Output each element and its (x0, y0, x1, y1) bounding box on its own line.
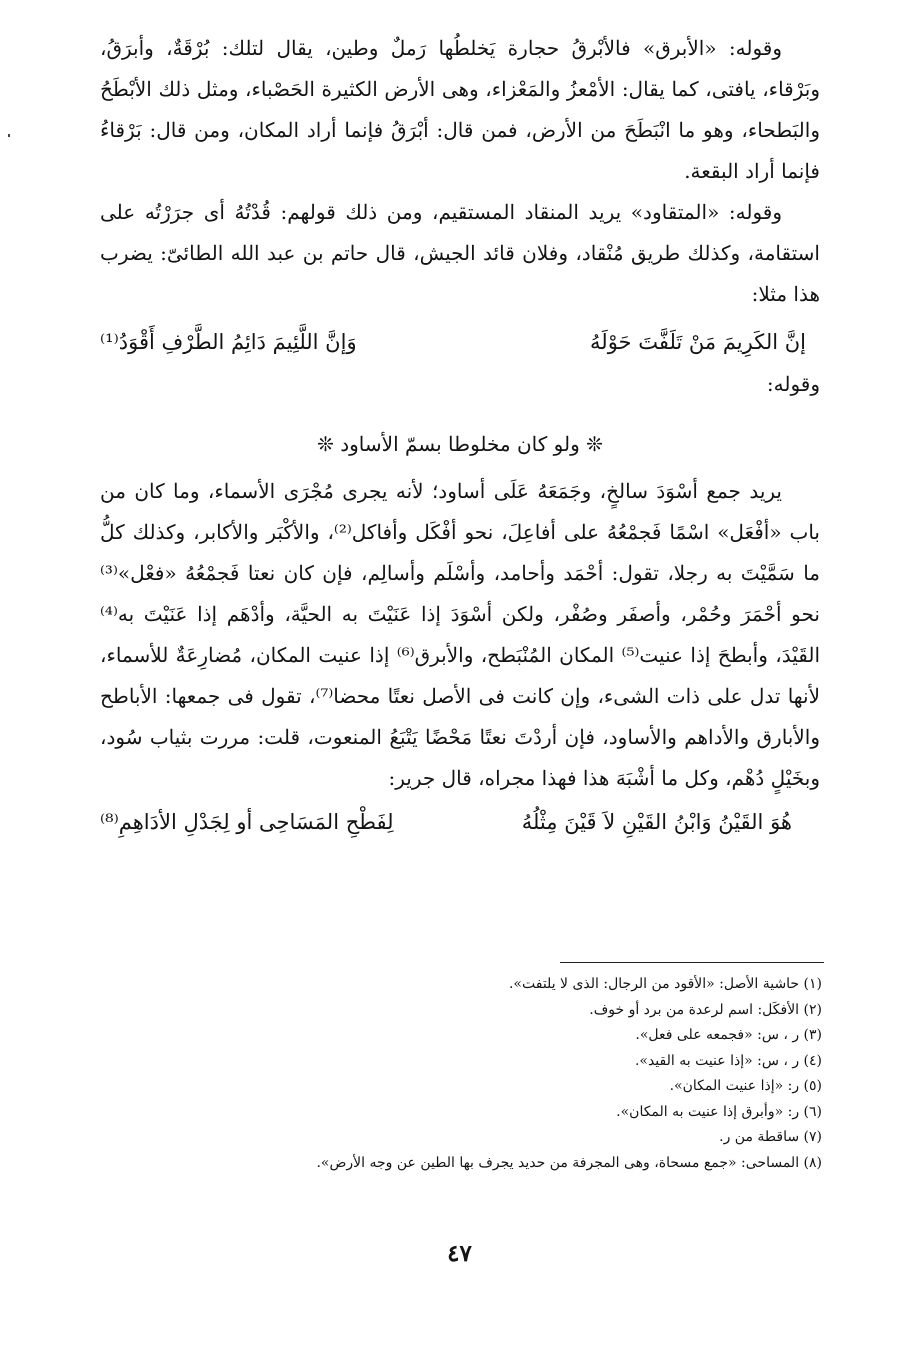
footnote: (٧) ساقطة من ر. (719, 1129, 822, 1145)
verse-second-hemistich: لِفَطْحِ المَسَاحِى أو لِجَدْلِ الأدَاهِمِ⁽⁸⁾ (100, 810, 394, 834)
verse-first-hemistich: إنَّ الكَرِيمَ مَنْ تَلَفَّتَ حَوْلَهُ (590, 330, 806, 354)
footnotes (100, 972, 822, 1176)
verse-second-hemistich: وَإنَّ اللَّئِيمَ دَائِمُ الطَّرْفِ أَقْوَدُ⁽¹⁾ (100, 330, 357, 354)
page-number: ٤٧ (447, 1240, 472, 1267)
main-text-block (100, 28, 820, 845)
footnote: (٨) المساحى: «جمع مسحاة، وهى المجرفة من حديد يجرف بها الطين عن وجه الأرض». (316, 1154, 822, 1171)
verse-jarir (100, 799, 820, 845)
paragraph-abraq: وقوله: «الأبرق» فالأبْرقُ حجارة يَخلطُها رَملٌ وطين، يقال لتلك: بُرْقَةٌ، وأبرَقُ، وبَرْقاء، يافتى، كما يقال: الأمْعزُ والمَعْزاء، وهى الأرض الكثيرة الحَصْباء، ومثل ذلك الأبْطَحُ والبَطحاء، وهو ما انْبَطَحَ من الأرض، فمن قال: أبْرَقُ فإنما أراد المكان، ومن قال: بَرْقاءُ فإنما أراد البقعة. (100, 36, 820, 183)
footnote: (٤) ر ، س: «إذا عنيت به القيد». (634, 1052, 822, 1069)
verse-hatim (100, 319, 820, 365)
footnote-divider (560, 962, 824, 963)
footnote: (٥) ر: «إذا عنيت المكان». (669, 1078, 822, 1094)
footnote: (٢) الأفكَل: اسم لرعدة من برد أو خوف. (589, 1001, 822, 1018)
half-verse-centered: ❊ ولو كان مخلوطا بسمّ الأساود ❊ (317, 432, 603, 456)
paragraph-aswad: يريد جمع أسْوَدَ سالخٍ، وجَمَعَهُ عَلَى أساود؛ لأنه يجرى مُجْرَى الأسماء، وما كان من باب «أفْعَل» اسْمًا فَجمْعُهُ على أفاعِلَ، نحو أفْكَل وأفاكل⁽²⁾، والأكْبَر والأكابر، وكذلك كلُّ ما سَمَّيْتَ به رجلا، تقول: أحْمَد وأحامد، وأسْلَم وأسالِم، فإن كان نعتا فَجمْعُهُ «فعْل»⁽³⁾ نحو أحْمَرَ وحُمْر، وأصفَر وصُفْر، ولكن أسْوَدَ إذا عَنَيْتَ به الحيَّة، وأدْهَم إذا عَنَيْتَ به⁽⁴⁾ القَيْدَ، وأبطحَ إذا عنيت⁽⁵⁾ المكان المُنْبَطح، والأبرق⁽⁶⁾ إذا عنيت المكان، مُضارِعَةٌ للأسماء، لأنها تدل على ذات الشىء، وإن كانت فى الأصل نعتًا محضا⁽⁷⁾، تقول فى جمعها: الأباطح والأبارق والأداهم والأساود، فإن أردْتَ نعتًا مَحْضًا يَتْبَعُ المنعوت، قلت: مررت بثياب سُود، وبخَيْلٍ دُهْم، وكل ما أشْبَهَ هذا فهذا مجراه، قال جرير: (100, 479, 821, 790)
footnote: (٣) ر ، س: «فجمعه على فعل». (635, 1027, 822, 1043)
footnote: (١) حاشية الأصل: «الأقود من الرجال: الذى لا يلتفت». (508, 976, 822, 992)
label-waqawluh: وقوله: (766, 372, 820, 396)
scan-speck (8, 134, 10, 137)
paragraph-mutaqawid: وقوله: «المتقاود» يريد المنقاد المستقيم، ومن ذلك قولهم: قُدْتُهُ أى جرَرْتُه على استقامة، وكذلك طريق مُنْقاد، وفلان قائد الجيش، قال حاتم بن عبد الله الطائىّ: يضرب هذا مثلا: (100, 200, 820, 306)
footnote: (٦) ر: «وأبرق إذا عنيت به المكان». (616, 1103, 822, 1120)
verse-first-hemistich: هُوَ القَيْنُ وَابْنُ القَيْنِ لاَ قَيْنَ مِثْلُهُ (521, 810, 792, 834)
